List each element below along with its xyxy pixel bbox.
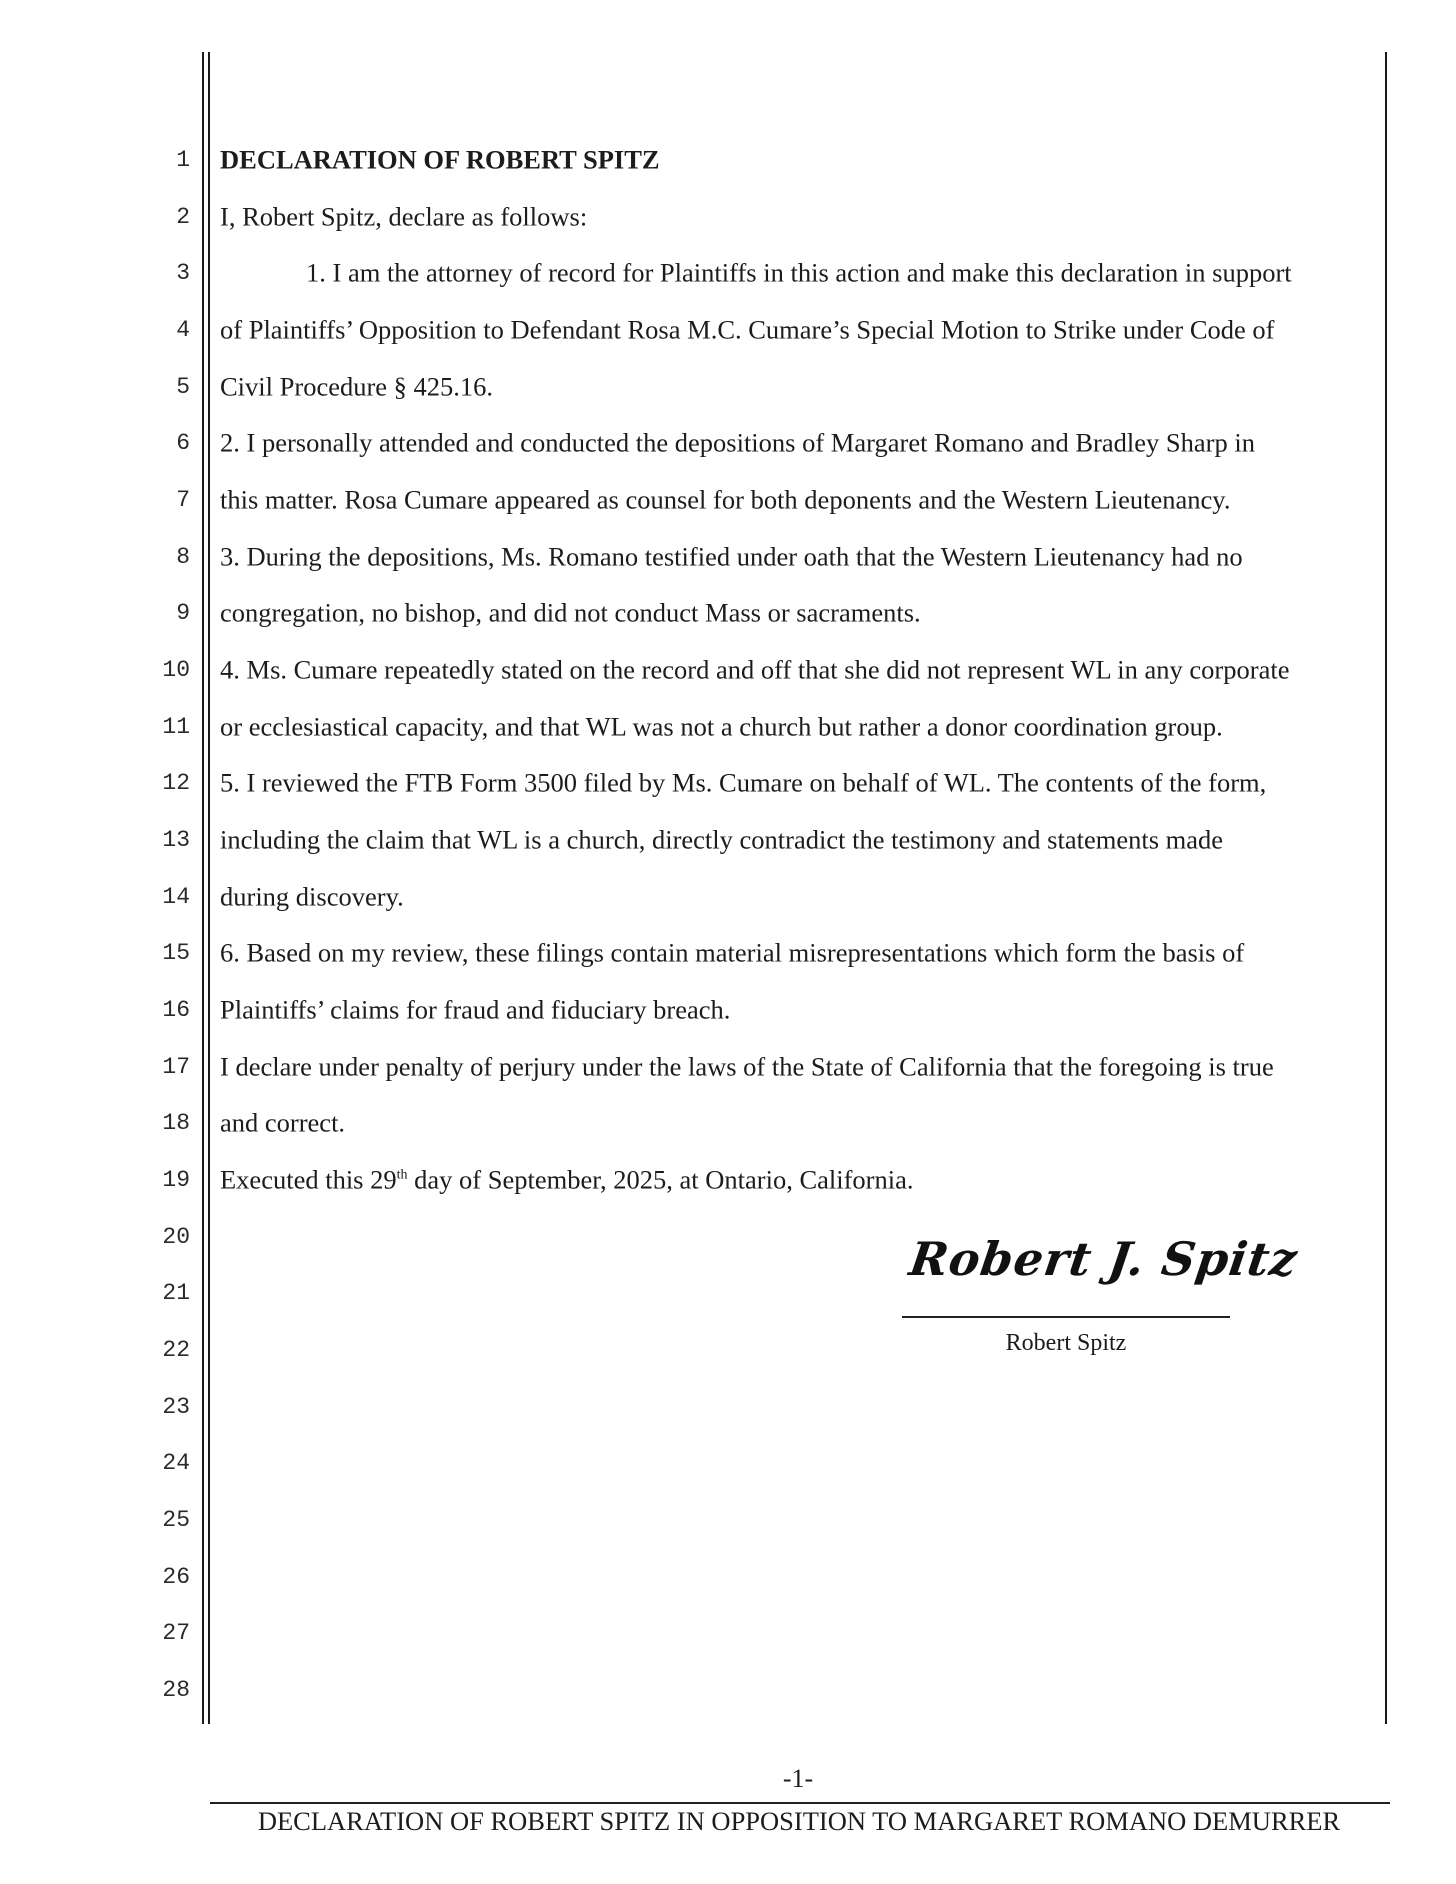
line-number: 18 bbox=[162, 1110, 190, 1136]
line-number: 6 bbox=[176, 430, 190, 456]
line-number: 5 bbox=[176, 374, 190, 400]
body-line: I, Robert Spitz, declare as follows: bbox=[220, 201, 588, 232]
right-margin-rule bbox=[1385, 52, 1387, 1724]
ordinal-suffix: th bbox=[396, 1167, 408, 1183]
signature-line bbox=[902, 1316, 1230, 1318]
line-number: 8 bbox=[176, 544, 190, 570]
line-number: 24 bbox=[162, 1450, 190, 1476]
line-number: 28 bbox=[162, 1677, 190, 1703]
line-number: 25 bbox=[162, 1507, 190, 1533]
line-number: 11 bbox=[162, 714, 190, 740]
line-number: 2 bbox=[176, 204, 190, 230]
body-line: 2. I personally attended and conducted the depositions of Margaret Romano and Bradley Sharp in bbox=[220, 427, 1255, 458]
body-line: I declare under penalty of perjury under the laws of the State of California that the foregoing is true bbox=[220, 1051, 1274, 1082]
body-line: 1. I am the attorney of record for Plaintiffs in this action and make this declaration in support bbox=[306, 257, 1292, 288]
line-number: 3 bbox=[176, 260, 190, 286]
page-number: -1- bbox=[782, 1764, 814, 1793]
line-number: 4 bbox=[176, 317, 190, 343]
body-line: this matter. Rosa Cumare appeared as counsel for both deponents and the Western Lieutenancy. bbox=[220, 484, 1231, 515]
body-line: or ecclesiastical capacity, and that WL was not a church but rather a donor coordination group. bbox=[220, 711, 1223, 742]
body-line: 5. I reviewed the FTB Form 3500 filed by Ms. Cumare on behalf of WL. The contents of the form, bbox=[220, 767, 1267, 798]
line-number: 10 bbox=[162, 657, 190, 683]
body-line: Civil Procedure § 425.16. bbox=[220, 371, 494, 402]
line-number: 17 bbox=[162, 1054, 190, 1080]
line-number: 20 bbox=[162, 1224, 190, 1250]
handwritten-signature: Robert J. Spitz bbox=[906, 1232, 1302, 1286]
line-number: 12 bbox=[162, 770, 190, 796]
line-number: 23 bbox=[162, 1394, 190, 1420]
footer-caption: DECLARATION OF ROBERT SPITZ IN OPPOSITION TO MARGARET ROMANO DEMURRER bbox=[257, 1806, 1341, 1836]
left-margin-rule-inner bbox=[208, 52, 210, 1724]
document-title: DECLARATION OF ROBERT SPITZ bbox=[220, 144, 660, 175]
footer-rule bbox=[210, 1802, 1390, 1804]
body-line: including the claim that WL is a church, directly contradict the testimony and statements made bbox=[220, 824, 1224, 855]
line-number: 1 bbox=[176, 147, 190, 173]
execution-text: Executed this 29 bbox=[220, 1164, 397, 1195]
body-line: 4. Ms. Cumare repeatedly stated on the record and off that she did not represent WL in any corporate bbox=[220, 654, 1290, 685]
left-margin-rule-outer bbox=[202, 52, 204, 1724]
line-number: 19 bbox=[162, 1167, 190, 1193]
execution-line bbox=[220, 1165, 914, 1196]
line-number: 21 bbox=[162, 1280, 190, 1306]
line-number: 27 bbox=[162, 1620, 190, 1646]
body-line: during discovery. bbox=[220, 881, 404, 912]
line-number: 9 bbox=[176, 600, 190, 626]
line-number: 15 bbox=[162, 940, 190, 966]
line-number: 22 bbox=[162, 1337, 190, 1363]
body-line: of Plaintiffs’ Opposition to Defendant Rosa M.C. Cumare’s Special Motion to Strike under Code of bbox=[220, 314, 1275, 345]
line-number: 14 bbox=[162, 884, 190, 910]
line-number: 7 bbox=[176, 487, 190, 513]
body-line: Plaintiffs’ claims for fraud and fiduciary breach. bbox=[220, 994, 731, 1025]
execution-text: day of September, 2025, at Ontario, California. bbox=[407, 1164, 914, 1195]
body-line: congregation, no bishop, and did not conduct Mass or sacraments. bbox=[220, 597, 921, 628]
line-number: 13 bbox=[162, 827, 190, 853]
line-number: 16 bbox=[162, 997, 190, 1023]
body-line: 6. Based on my review, these filings contain material misrepresentations which form the basis of bbox=[220, 937, 1245, 968]
line-number: 26 bbox=[162, 1564, 190, 1590]
body-line: and correct. bbox=[220, 1107, 346, 1138]
signer-printed-name: Robert Spitz bbox=[1005, 1330, 1127, 1356]
body-line: 3. During the depositions, Ms. Romano testified under oath that the Western Lieutenancy had no bbox=[220, 541, 1243, 572]
